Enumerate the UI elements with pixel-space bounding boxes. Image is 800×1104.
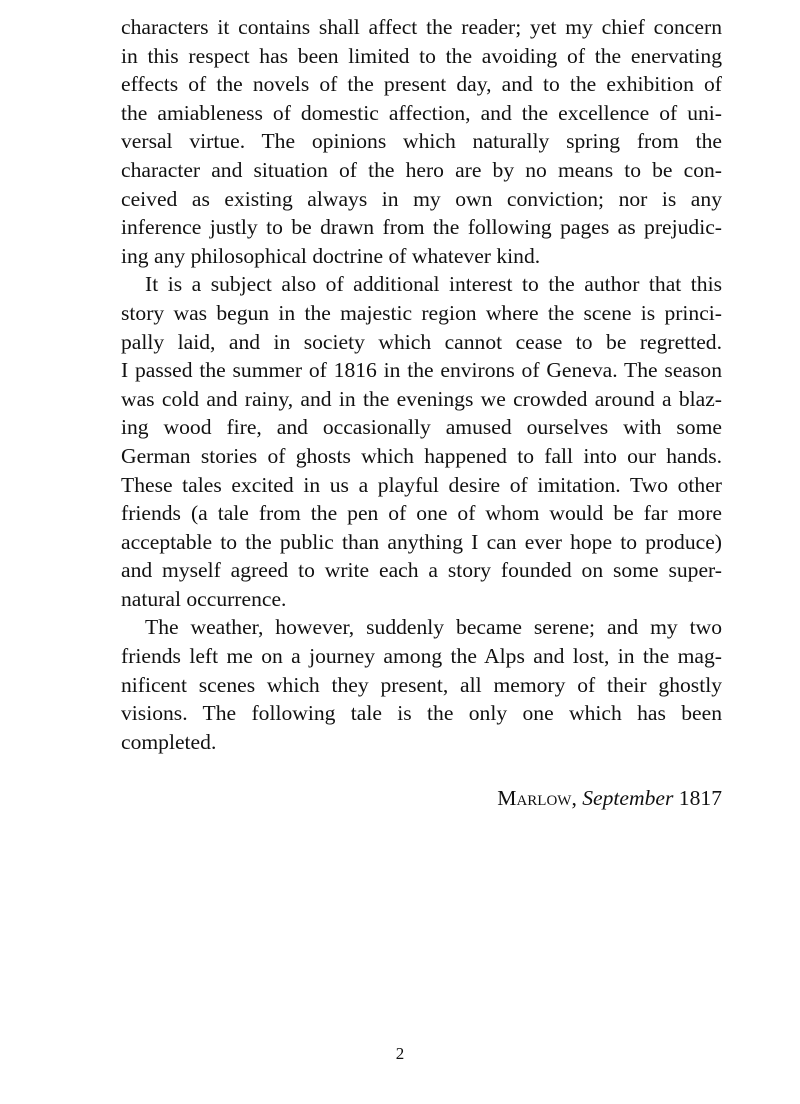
text-line: completed. bbox=[121, 729, 217, 754]
text-line: ing wood fire, and occasionally amused ourselves with some bbox=[121, 415, 722, 440]
text-line: and myself agreed to write each a story founded on some super- bbox=[121, 558, 722, 583]
text-line: ing any philosophical doctrine of whatever kind. bbox=[121, 243, 541, 268]
text-line: story was begun in the majestic region where the scene is princi- bbox=[121, 300, 722, 325]
text-line: characters it contains shall affect the reader; yet my chief concern bbox=[121, 15, 722, 39]
text-line: character and situation of the hero are by no means to be con- bbox=[121, 157, 722, 182]
text-line: the amiableness of domestic affection, and the excellence of uni- bbox=[121, 100, 722, 125]
text-line: The weather, however, suddenly became serene; and my two bbox=[145, 615, 722, 640]
text-line: ceived as existing always in my own conviction; nor is any bbox=[121, 186, 722, 211]
text-line: I passed the summer of 1816 in the environs of Geneva. The season bbox=[121, 358, 722, 383]
signature-month: September bbox=[582, 786, 674, 810]
text-line: nificent scenes which they present, all memory of their ghostly bbox=[121, 672, 722, 697]
signature-place: Marlow bbox=[497, 786, 572, 810]
text-line: friends (a tale from the pen of one of whom would be far more bbox=[121, 501, 722, 526]
paragraph-3 bbox=[121, 613, 722, 756]
paragraph-1 bbox=[121, 13, 722, 270]
text-line: was cold and rainy, and in the evenings we crowded around a blaz- bbox=[121, 386, 722, 411]
text-line: pally laid, and in society which cannot cease to be regretted. bbox=[121, 329, 722, 354]
text-line: inference justly to be drawn from the following pages as prejudic- bbox=[121, 215, 722, 240]
text-line: German stories of ghosts which happened to fall into our hands. bbox=[121, 443, 722, 468]
text-line: friends left me on a journey among the Alps and lost, in the mag- bbox=[121, 644, 722, 669]
signature-year: 1817 bbox=[673, 786, 722, 810]
text-line: It is a subject also of additional interest to the author that this bbox=[145, 272, 722, 297]
signature-line bbox=[497, 784, 722, 812]
text-line: in this respect has been limited to the avoiding of the enervating bbox=[121, 43, 722, 68]
text-line: natural occurrence. bbox=[121, 586, 287, 611]
text-line: visions. The following tale is the only one which has been bbox=[121, 701, 722, 726]
page-number: 2 bbox=[395, 1044, 405, 1063]
body-text bbox=[121, 13, 722, 756]
text-line: acceptable to the public than anything I can ever hope to produce) bbox=[121, 529, 722, 554]
paragraph-2 bbox=[121, 270, 722, 613]
text-line: versal virtue. The opinions which naturally spring from the bbox=[121, 129, 722, 154]
signature-separator: , bbox=[571, 786, 583, 810]
text-line: These tales excited in us a playful desire of imitation. Two other bbox=[121, 472, 722, 497]
text-line: effects of the novels of the present day, and to the exhibition of bbox=[121, 72, 722, 97]
